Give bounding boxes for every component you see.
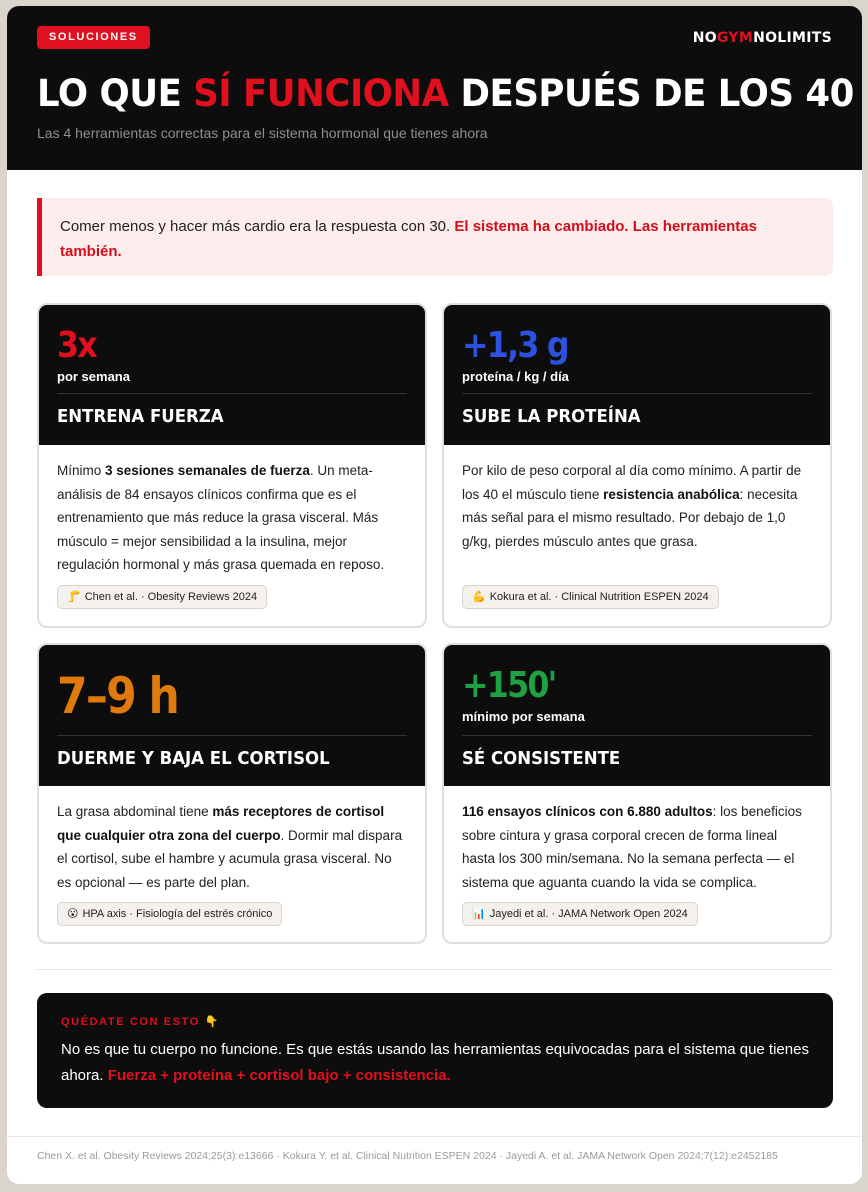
card-divider (57, 393, 407, 394)
card-divider (462, 393, 812, 394)
card-stat: 3x (57, 325, 96, 366)
takeaway-body: No es que tu cuerpo no funcione. Es que estás usando las herramientas equivocadas para el sistema que tienes ahora. (61, 1041, 809, 1084)
flexed-leg-icon: 🦵 (67, 591, 81, 603)
citation-chip (462, 585, 719, 609)
card-stat: 7–9 h (57, 667, 179, 725)
takeaway-text (61, 1037, 809, 1089)
header (7, 6, 862, 170)
card-header (444, 645, 830, 786)
card-body (444, 786, 830, 894)
card-sleep (37, 643, 427, 944)
citation-text: Kokura et al. · Clinical Nutrition ESPEN 2024 (489, 591, 709, 603)
citation-chip (57, 585, 267, 609)
brand-part-3: NOLIMITS (753, 30, 832, 46)
card-unit: por semana (57, 369, 130, 384)
body-text: : los beneficios sobre cintura y grasa corporal crecen de forma lineal hasta los 300 min/semana. No la semana perfecta — el sistema que aguanta cuando la vida se complica. (462, 804, 802, 890)
title-highlight: SÍ FUNCIONA (193, 72, 449, 115)
card-protein (442, 303, 832, 628)
card-divider (57, 735, 407, 736)
card-title: SUBE LA PROTEÍNA (462, 406, 641, 427)
body-text: Mínimo (57, 463, 106, 478)
callout-strong: El sistema ha cambiado. Las herramientas también. (60, 218, 757, 260)
citation-text: HPA axis · Fisiología del estrés crónico (82, 908, 273, 920)
page-title (37, 72, 854, 115)
infographic-page (7, 6, 862, 1184)
card-stat: +150' (462, 665, 556, 706)
section-divider (37, 969, 833, 970)
brand-part-1: NO (692, 30, 717, 46)
card-unit: proteína / kg / día (462, 369, 569, 384)
body-text: La grasa abdominal tiene (57, 804, 213, 819)
body-text: . Un meta-análisis de 84 ensayos clínicos confirma que es el entrenamiento que más reduce la grasa visceral. Más músculo = mejor sensibilidad a la insulina, mejor regulación hormonal y más grasa quemada en reposo. (57, 463, 385, 572)
body-bold: 116 ensayos clínicos con 6.880 adultos (462, 804, 713, 819)
footer-references: Chen X. et al. Obesity Reviews 2024;25(3):e13666 · Kokura Y. et al. Clinical Nutrition ESPEN 2024 · Jayedi A. et al. JAMA Network Open 2024;7(12):e2452185 (37, 1150, 778, 1162)
footer-divider (7, 1136, 862, 1137)
citation-chip (462, 902, 698, 926)
title-part-2: DESPUÉS DE LOS 40 (448, 72, 854, 115)
page-subtitle: Las 4 herramientas correctas para el sistema hormonal que tienes ahora (37, 125, 488, 141)
card-header (39, 305, 425, 445)
brand-part-2: GYM (716, 30, 754, 46)
citation-chip (57, 902, 282, 926)
title-part-1: LO QUE (37, 72, 194, 115)
tired-face-icon: 😮 (67, 908, 79, 920)
card-title: SÉ CONSISTENTE (462, 748, 621, 769)
body-bold: resistencia anabólica (603, 486, 740, 502)
takeaway-kicker: QUÉDATE CON ESTO 👇 (61, 1016, 220, 1028)
flexed-biceps-icon: 💪 (472, 591, 486, 603)
card-strength (37, 303, 427, 628)
body-bold: más receptores de cortisol que cualquier otra zona del cuerpo (57, 804, 385, 843)
intro-callout (37, 198, 833, 276)
bar-chart-icon: 📊 (472, 908, 486, 920)
body-text: : necesita más señal para el mismo resultado. Por debajo de 1,0 g/kg, pierdes músculo antes que grasa. (462, 486, 798, 549)
body-bold: 3 sesiones semanales de fuerza (105, 463, 310, 478)
card-unit: mínimo por semana (462, 709, 585, 724)
card-title: DUERME Y BAJA EL CORTISOL (57, 748, 330, 769)
card-body (39, 786, 425, 894)
takeaway-strong: Fuerza + proteína + cortisol bajo + consistencia. (107, 1067, 451, 1084)
body-text: Por kilo de peso corporal al día como mínimo. A partir de los 40 el músculo tiene (462, 463, 802, 502)
card-divider (462, 735, 812, 736)
takeaway-box (37, 993, 833, 1108)
card-body (444, 445, 830, 553)
section-badge: SOLUCIONES (37, 26, 150, 49)
callout-text: Comer menos y hacer más cardio era la respuesta con 30. (60, 218, 455, 235)
brand-logo (693, 30, 832, 46)
card-stat: +1,3 g (462, 325, 568, 366)
card-header (444, 305, 830, 445)
card-header (39, 645, 425, 786)
body-text: . Dormir mal dispara el cortisol, sube el hambre y acumula grasa visceral. No es opcional — es parte del plan. (57, 827, 403, 890)
card-body (39, 445, 425, 577)
citation-text: Jayedi et al. · JAMA Network Open 2024 (489, 908, 688, 920)
card-consistency (442, 643, 832, 944)
citation-text: Chen et al. · Obesity Reviews 2024 (84, 591, 258, 603)
card-title: ENTRENA FUERZA (57, 406, 224, 427)
